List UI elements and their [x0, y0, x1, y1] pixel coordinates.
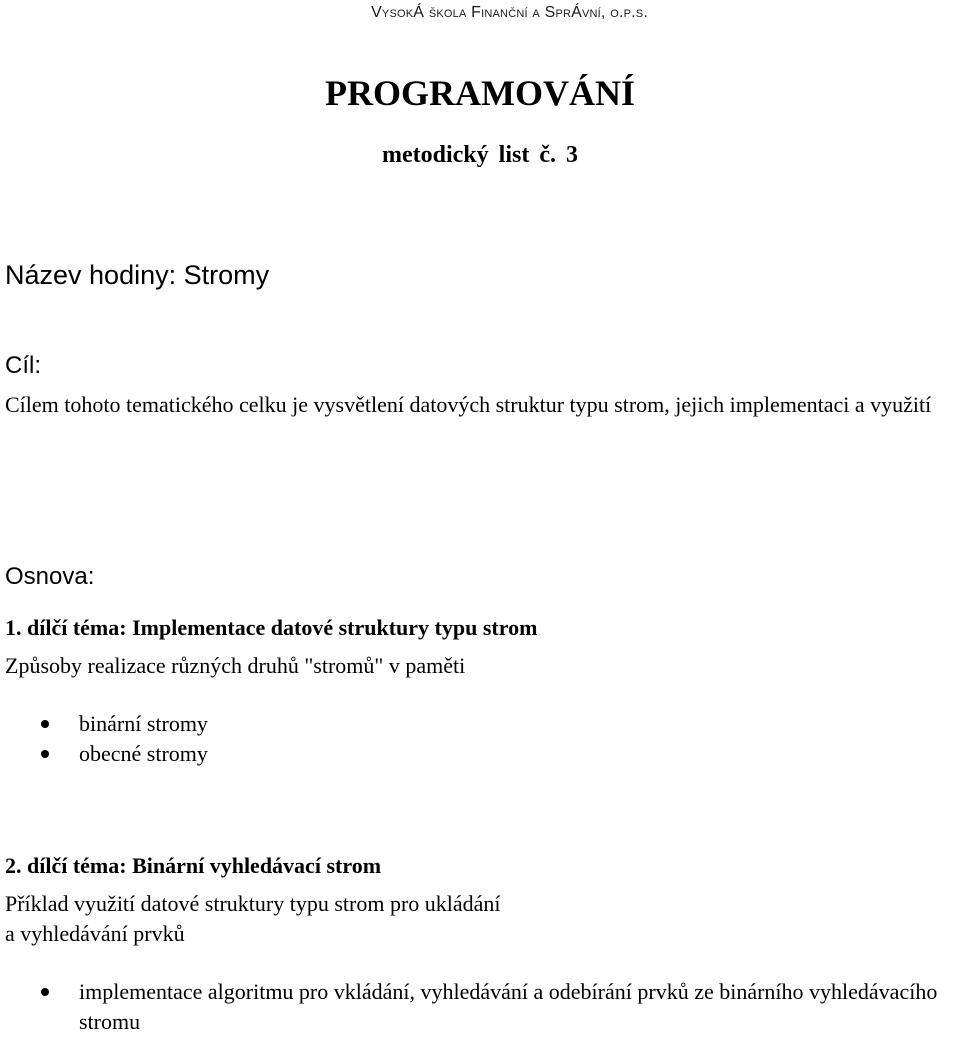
list-item: binární stromy — [0, 709, 939, 739]
page-subtitle: metodický list č. 3 — [382, 142, 578, 168]
bullet-icon — [41, 988, 49, 996]
goal-label: Cíl: — [5, 352, 41, 379]
bullet-icon — [41, 720, 49, 728]
lesson-name: Název hodiny: Stromy — [5, 260, 270, 290]
outline-label: Osnova: — [5, 563, 95, 590]
topic-2-bullet-list — [0, 977, 939, 1037]
list-item: obecné stromy — [0, 739, 939, 769]
topic-1-heading: 1. dílčí téma: Implementace datové struktury typu strom — [5, 615, 538, 640]
topic-2-text: Příklad využití datové struktury typu strom pro ukládání a vyhledávání prvků — [5, 891, 501, 946]
school-header: VysokÁ škola Finanční a SprÁvní, o.p.s. — [371, 4, 648, 21]
goal-text: Cílem tohoto tematického celku je vysvětlení datových struktur typu strom, jejich implementaci a využití — [5, 392, 932, 417]
page-title: PROGRAMOVÁNÍ — [325, 73, 635, 113]
bullet-icon — [41, 750, 49, 758]
list-item: implementace algoritmu pro vkládání, vyhledávání a odebírání prvků ze binárního vyhledávacího stromu — [0, 977, 939, 1037]
topic-1-text: Způsoby realizace různých druhů "stromů" v paměti — [5, 653, 466, 678]
topic-1-bullet-list — [0, 709, 939, 769]
topic-2-heading: 2. dílčí téma: Binární vyhledávací strom — [5, 853, 382, 878]
